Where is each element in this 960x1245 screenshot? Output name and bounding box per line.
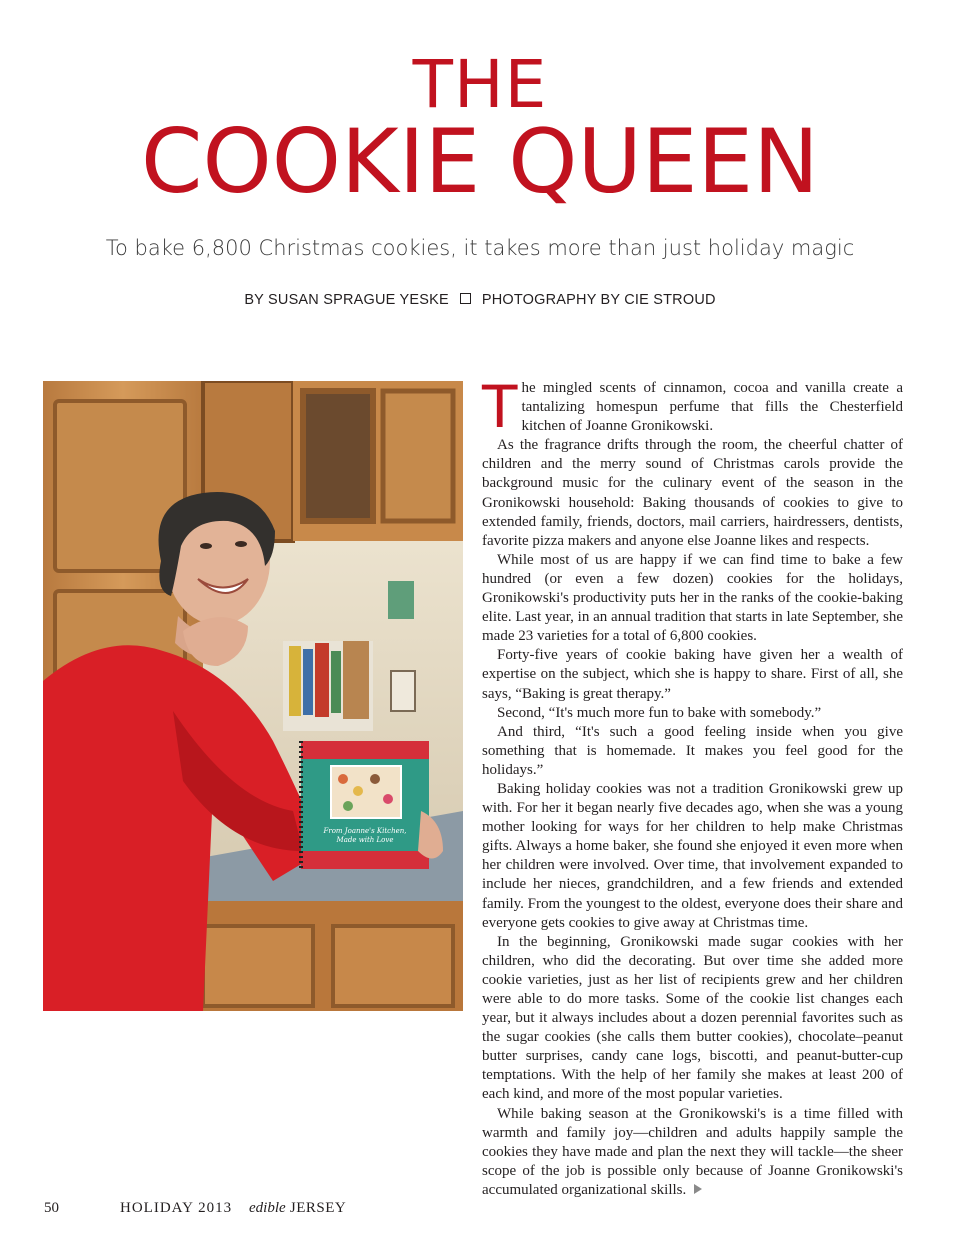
square-separator-icon	[460, 293, 471, 304]
article-paragraph: Baking holiday cookies was not a tradition Gronikowski grew up with. For her it began nearly five decades ago, when she was a young mother looking for ways for her children to help make Christmas gifts. Always a home baker, she found she enjoyed it even more when her children were involved. Over time, that involvement expanded to include her nieces, grandchildren, and a few friends and extended family. From the youngest to the oldest, everyone does their share and everyone gets cookies to give away at Christmas time.	[482, 780, 904, 931]
article-paragraph: Second, “It's much more fun to bake with somebody.”	[497, 704, 822, 721]
article-paragraph: In the beginning, Gronikowski made sugar cookies with her children, who did the decorating. But over time she added more cookie varieties, just as her list of recipients grew and her children were able to do more tasks. Some of the cookie list changes each year, but it always includes about a dozen perennial favorites such as the sugar cookies (she calls them butter cookies), chocolate–peanut butter surprises, candy cane logs, biscotti, and peanut-butter-cup temptations. With the help of her family she makes at least 200 of each kind, and more of the most popular varieties.	[482, 933, 903, 1103]
article-paragraph: Forty-five years of cookie baking have given her a wealth of expertise on the subject, which she is happy to share. First of all, she says, “Baking is great therapy.”	[482, 647, 903, 702]
article-paragraph: As the fragrance drifts through the room, the cheerful chatter of children and the merry sound of Christmas carols provide the background music for the culinary event of the season in the Gronikowski household: Baking thousands of cookies to give to extended family, friends, doctors, mail carriers, hairdressers, dentists, favorite pizza makers and anyone else Joanne likes and respects.	[482, 437, 903, 549]
cookbook-title-line-1: From Joanne's Kitchen,	[323, 827, 407, 835]
continue-arrow-icon	[694, 1184, 702, 1194]
issue-label: HOLIDAY 2013	[120, 1200, 233, 1216]
article-body	[482, 373, 904, 1200]
byline	[0, 292, 960, 308]
article-paragraph: While most of us are happy if we can find time to bake a few hundred (or even a few dozen) cookies for the holidays, Gronikowski's productivity puts her in the ranks of the cookie-baking elite. Last year, in an annual tradition that starts in late September, she made 23 varieties for a total of 6,800 cookies.	[482, 551, 903, 645]
drop-cap: T	[482, 373, 518, 441]
byline-author: BY SUSAN SPRAGUE YESKE	[244, 292, 449, 308]
article-paragraph-last: While baking season at the Gronikowski's is a time filled with warmth and family joy—children and adults happily sample the cookies they have made and plan the next they will tackle—the sheer scope of the job is possible only because of Joanne Gronikowski's accumulated organizational skills.	[482, 1105, 903, 1198]
page-number: 50	[44, 1200, 59, 1216]
cookbook-title-line-2: Made with Love	[336, 836, 394, 844]
article-photo	[43, 381, 463, 1011]
subtitle: To bake 6,800 Christmas cookies, it takes more than just holiday magic	[105, 236, 855, 260]
headline-line-1: THE	[412, 46, 548, 123]
article-paragraph: The mingled scents of cinnamon, cocoa and vanilla create a tantalizing homespun perfume that fills the Chesterfield kitchen of Joanne Gronikowski.	[482, 373, 903, 441]
byline-photographer: PHOTOGRAPHY BY CIE STROUD	[481, 292, 716, 308]
magazine-name: edible JERSEY	[249, 1200, 347, 1216]
headline-line-2: COOKIE QUEEN	[141, 110, 819, 213]
article-paragraph: And third, “It's such a good feeling inside when you give something that is homemade. It makes you feel good for the holidays.”	[482, 723, 903, 778]
